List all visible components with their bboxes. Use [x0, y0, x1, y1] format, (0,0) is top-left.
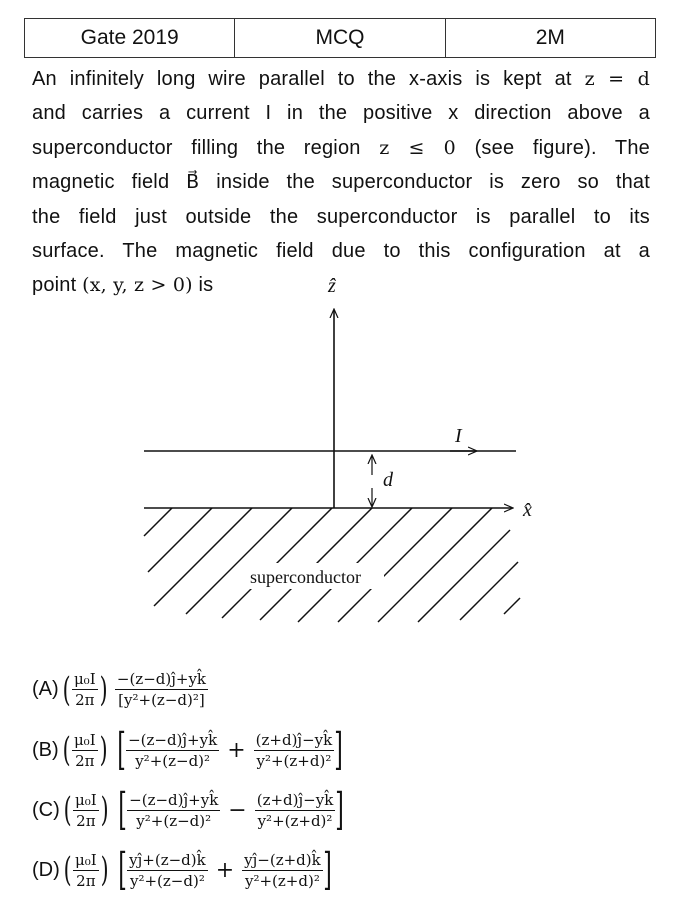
option-c-term-1: $\frac{-(z-d)ĵ+yk̂}{\text{y²+(z−d)²}}$: [129, 790, 219, 830]
question-header-table: [24, 18, 656, 58]
option-b[interactable]: (B) ( $\frac{\text{μ₀I}}{2\pi}$ ) [ $\frac{-(z-d)ĵ+yk̂}{\text{y²+(z−d)²}}$ + $\frac{(z+d)ĵ-yk̂}{\text{y²+(z+d)²}}$ ]: [32, 724, 344, 775]
question-line-7: point (x, y, z > 0) is: [32, 274, 214, 297]
question-line-1: An infinitely long wire parallel to the x-axis is kept at z = d: [32, 68, 651, 90]
option-c-letter: (C): [32, 798, 60, 821]
option-a-letter: (A): [32, 678, 59, 700]
question-type-cell: MCQ: [235, 19, 445, 58]
question-line-4: magnetic field B⃗ inside the superconductor is zero so that: [32, 171, 650, 194]
question-line-3: superconductor filling the region z ≤ 0 (see figure). The: [32, 136, 650, 159]
option-d-prefix: $\frac{\text{μ₀I}}{2\pi}$: [75, 850, 97, 890]
question-line-2: and carries a current I in the positive x direction above a: [32, 102, 650, 125]
option-b-term-1: $\frac{-(z-d)ĵ+yk̂}{\text{y²+(z−d)²}}$: [128, 730, 218, 770]
option-c-term-2: $\frac{(z+d)ĵ-yk̂}{\text{y²+(z+d)²}}$: [256, 790, 334, 830]
x-axis-label: x̂: [523, 499, 532, 521]
exam-name-cell: Gate 2019: [25, 19, 235, 58]
option-d[interactable]: (D) ( $\frac{\text{μ₀I}}{2\pi}$ ) [ $\frac{yĵ+(z-d)k̂}{\text{y²+(z−d)²}}$ + $\frac{yĵ-(z+d)k̂}{\text{y²+(z+d)²}}$ ]: [32, 844, 332, 895]
option-c-operator: −: [228, 797, 247, 823]
question-line-6: surface. The magnetic field due to this configuration at a: [32, 240, 650, 263]
option-b-operator: +: [227, 737, 246, 763]
option-c[interactable]: (C) ( $\frac{\text{μ₀I}}{2\pi}$ ) [ $\frac{-(z-d)ĵ+yk̂}{\text{y²+(z−d)²}}$ − $\frac{(z+d)ĵ-yk̂}{\text{y²+(z+d)²}}$ ]: [32, 784, 345, 835]
option-a[interactable]: (A) ( $\frac{\text{μ₀I}}{2\pi}$ ) $\frac{-(z-d)ĵ+yk̂}{\text{[y²+(z−d)²]}}$: [32, 669, 207, 710]
option-b-prefix: $\frac{\text{μ₀I}}{2\pi}$: [73, 730, 96, 770]
distance-label: d: [383, 469, 393, 491]
superconductor-figure: [120, 270, 560, 650]
marks-cell: 2M: [445, 19, 655, 58]
option-b-term-2: $\frac{(z+d)ĵ-yk̂}{\text{y²+(z+d)²}}$: [255, 730, 333, 770]
option-d-term-2: $\frac{yĵ-(z+d)k̂}{\text{y²+(z+d)²}}$: [244, 850, 321, 890]
option-d-operator: +: [215, 857, 235, 883]
option-a-term-1: $\frac{-(z-d)ĵ+yk̂}{\text{[y²+(z−d)²]}}$: [116, 670, 207, 709]
option-d-term-1: $\frac{yĵ+(z-d)k̂}{\text{y²+(z−d)²}}$: [129, 850, 206, 890]
option-c-prefix: $\frac{\text{μ₀I}}{2\pi}$: [75, 790, 97, 830]
current-label: I: [455, 425, 462, 447]
option-a-prefix: $\frac{\text{μ₀I}}{2\pi}$: [73, 670, 96, 709]
z-axis-label: ẑ: [328, 275, 336, 297]
superconductor-label: superconductor: [250, 567, 361, 587]
option-d-letter: (D): [32, 858, 60, 881]
question-text: [32, 62, 650, 303]
question-line-5: the field just outside the superconductor is parallel to its: [32, 205, 650, 228]
option-b-letter: (B): [32, 738, 59, 761]
